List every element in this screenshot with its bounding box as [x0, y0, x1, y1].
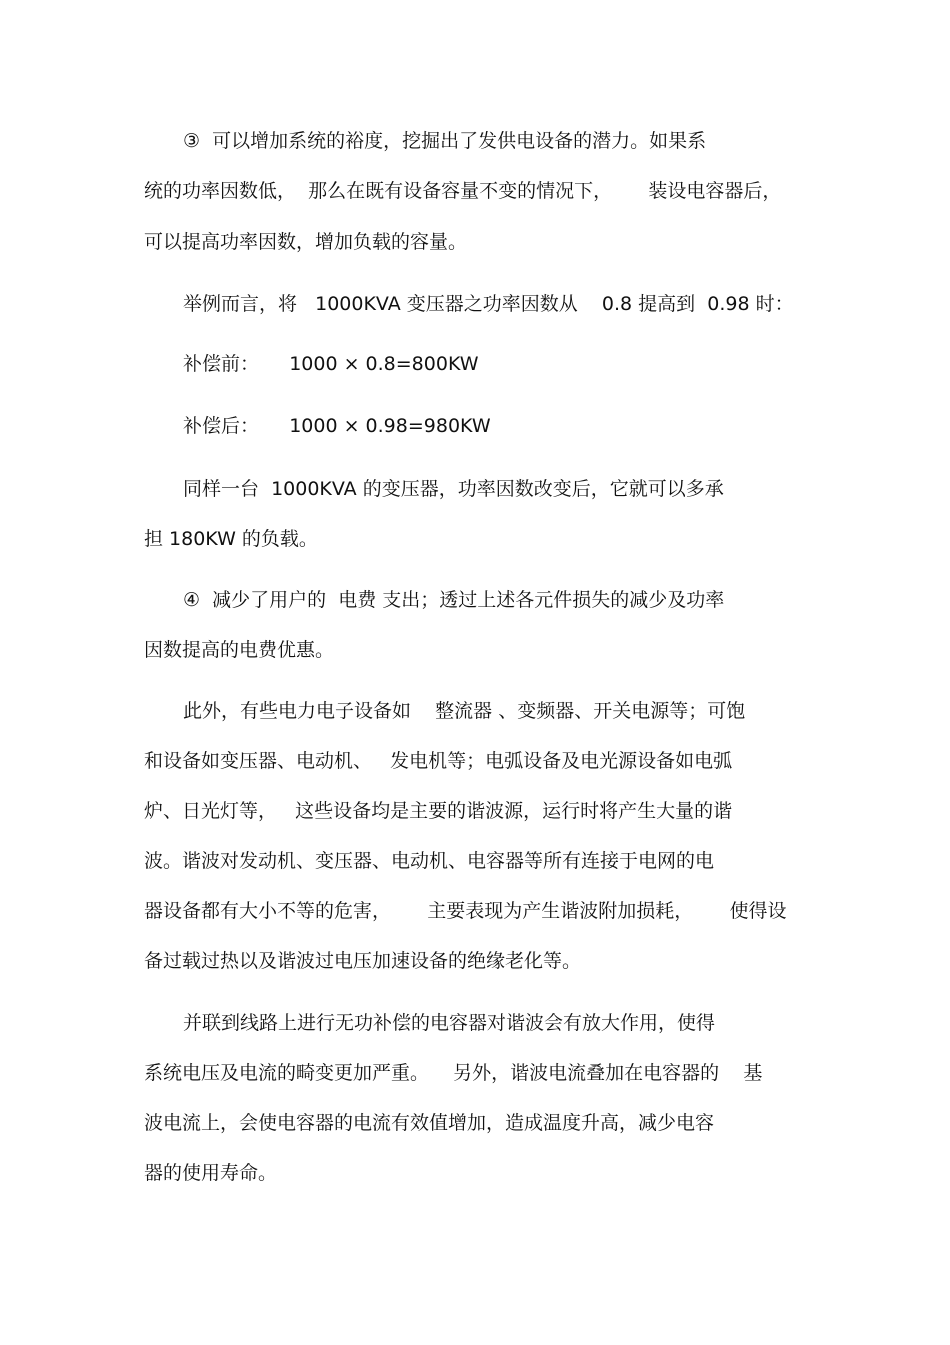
after-compensation-line: 补偿后： 1000 × 0.98=980KW [183, 415, 491, 437]
before-compensation-line: 补偿前： 1000 × 0.8=800KW [183, 353, 479, 375]
paragraph-4-line-1: ④ 减少了用户的 电费 支出；透过上述各元件损失的减少及功率 [183, 589, 725, 611]
paragraph-5-line-3: 炉、日光灯等， 这些设备均是主要的谐波源，运行时将产生大量的谐 [144, 800, 733, 822]
paragraph-5-line-1: 此外，有些电力电子设备如 整流器 、变频器、开关电源等；可饱 [183, 700, 746, 722]
paragraph-5-line-4: 波。谐波对发动机、变压器、电动机、电容器等所有连接于电网的电 [144, 850, 715, 872]
paragraph-1-line-1: ③ 可以增加系统的裕度，挖掘出了发供电设备的潜力。如果系 [183, 130, 707, 152]
paragraph-1-line-3: 可以提高功率因数，增加负载的容量。 [144, 231, 468, 253]
paragraph-3-line-1: 同样一台 1000KVA 的变压器，功率因数改变后，它就可以多承 [183, 478, 724, 500]
paragraph-6-line-1: 并联到线路上进行无功补偿的电容器对谐波会有放大作用，使得 [183, 1012, 716, 1034]
paragraph-4-line-2: 因数提高的电费优惠。 [144, 639, 335, 661]
paragraph-6-line-3: 波电流上，会使电容器的电流有效值增加，造成温度升高，减少电容 [144, 1112, 715, 1134]
paragraph-5-line-6: 备过载过热以及谐波过电压加速设备的绝缘老化等。 [144, 950, 582, 972]
paragraph-6-line-4: 器的使用寿命。 [144, 1162, 278, 1184]
paragraph-5-line-2: 和设备如变压器、电动机、 发电机等；电弧设备及电光源设备如电弧 [144, 750, 733, 772]
paragraph-1-line-2: 统的功率因数低， 那么在既有设备容量不变的情况下， 装设电容器后， [144, 180, 782, 202]
paragraph-3-line-2: 担 180KW 的负载。 [144, 528, 318, 550]
paragraph-2-line-1: 举例而言，将 1000KVA 变压器之功率因数从 0.8 提高到 0.98 时： [183, 293, 794, 315]
paragraph-6-line-2: 系统电压及电流的畸变更加严重。 另外，谐波电流叠加在电容器的 基 [144, 1062, 763, 1084]
paragraph-5-line-5: 器设备都有大小不等的危害， 主要表现为产生谐波附加损耗， 使得设 [144, 900, 787, 922]
